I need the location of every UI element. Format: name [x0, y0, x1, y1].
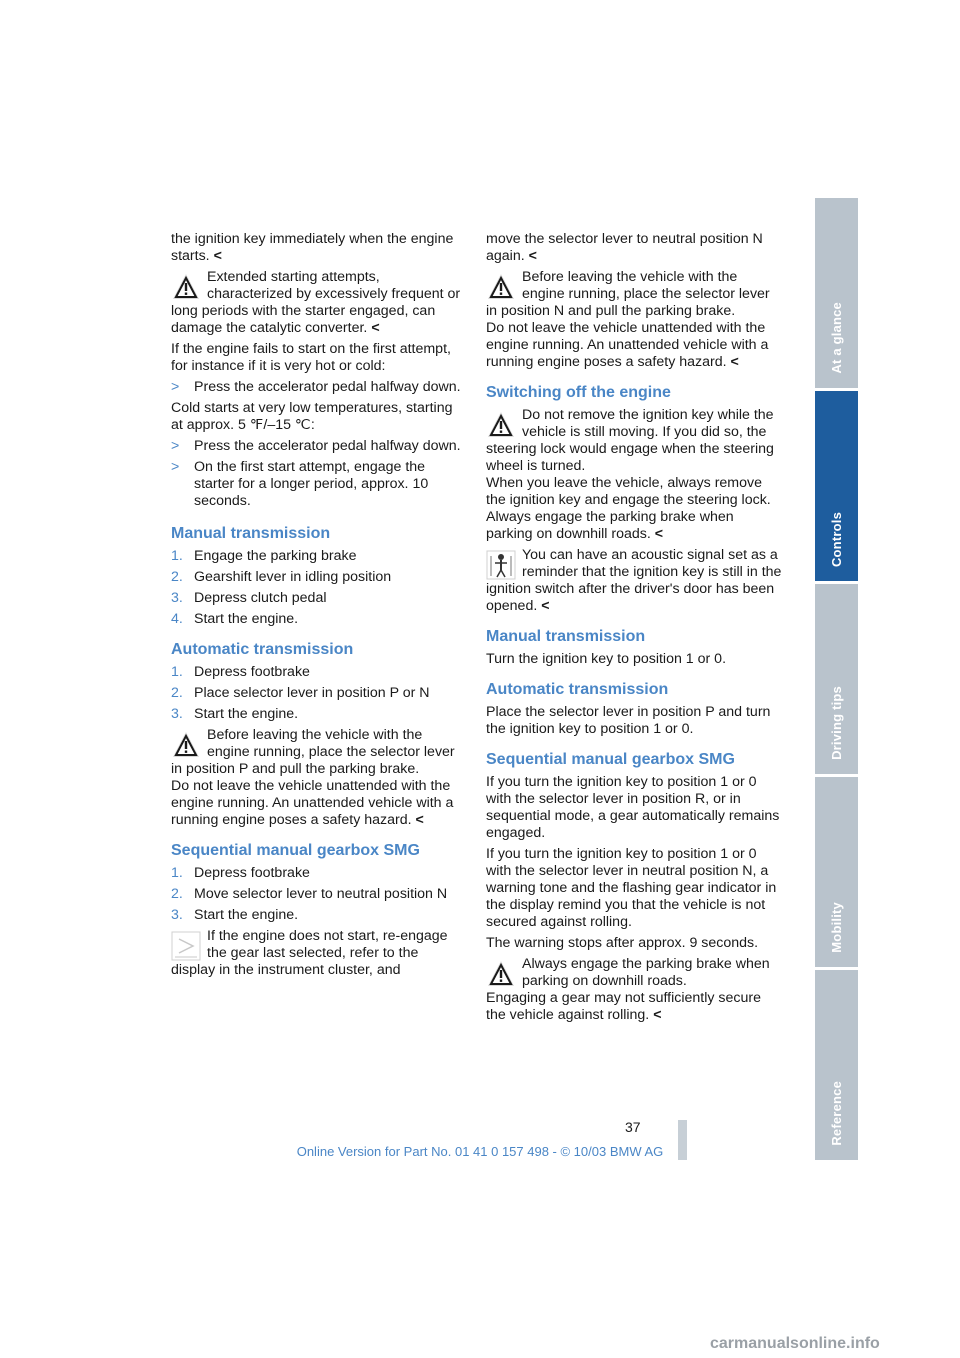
end-marker: <: [213, 248, 222, 264]
tab-reference[interactable]: Reference: [815, 970, 858, 1160]
tab-driving-tips[interactable]: Driving tips: [815, 584, 858, 774]
paragraph: If the engine fails to start on the first attempt, for instance if it is very hot or cold:: [171, 341, 451, 374]
numbered-step: 3. Start the engine.: [171, 907, 299, 923]
page-number: 37: [625, 1119, 641, 1135]
numbered-step: 2. Gearshift lever in idling position: [171, 569, 392, 585]
watermark: carmanualsonline.info: [710, 1335, 880, 1352]
list-item: > Press the accelerator pedal halfway down.: [171, 379, 461, 395]
warning-note: Always engage the parking brake when parking on downhill roads. Engaging a gear may not sufficiently secure the vehicle against rolling. <: [486, 956, 770, 1023]
paragraph: Place the selector lever in position P and turn the ignition key to position 1 or 0.: [486, 704, 771, 737]
section-heading: Sequential manual gearbox SMG: [171, 842, 420, 859]
left-column: [171, 231, 466, 983]
warning-triangle-icon: [486, 272, 516, 302]
section-heading: Automatic transmission: [171, 641, 354, 658]
warning-triangle-icon: [171, 272, 201, 302]
warning-note: Extended starting attempts, characterized by excessively frequent or long periods with the starter engaged, can damage the catalytic converter. <: [171, 269, 461, 336]
numbered-step: 4. Start the engine.: [171, 611, 299, 627]
tab-controls[interactable]: Controls: [815, 391, 858, 581]
section-heading: Manual transmission: [171, 525, 331, 542]
footer-online-version: Online Version for Part No. 01 41 0 157 498 - © 10/03 BMW AG: [296, 1144, 664, 1159]
section-heading: Automatic transmission: [486, 681, 669, 698]
warning-note: Do not remove the ignition key while the vehicle is still moving. If you did so, the steering lock would engage when the steering wheel is turned. When you leave the vehicle, always remove the ignition key and engage the steering lock. Always engage the parking brake when parking on downhill roads. <: [486, 407, 774, 542]
tab-mobility[interactable]: Mobility: [815, 777, 858, 967]
numbered-step: 2. Place selector lever in position P or N: [171, 685, 430, 701]
paragraph: move the selector lever to neutral position N again. <: [486, 231, 763, 264]
section-heading: Sequential manual gearbox SMG: [486, 751, 735, 768]
numbered-step: 1. Depress footbrake: [171, 664, 310, 680]
warning-triangle-icon: [486, 959, 516, 989]
warning-triangle-icon: [486, 410, 516, 440]
numbered-step: 2. Move selector lever to neutral position N: [171, 886, 448, 902]
paragraph: Turn the ignition key to position 1 or 0.: [486, 651, 727, 667]
paragraph: Cold starts at very low temperatures, starting at approx. 5 ℉/–15 ℃:: [171, 400, 453, 433]
paragraph: the ignition key immediately when the engine starts. <: [171, 231, 454, 264]
section-heading: Switching off the engine: [486, 384, 671, 401]
right-column: [486, 231, 782, 1028]
section-heading: Manual transmission: [486, 628, 646, 645]
warning-triangle-icon: [171, 730, 201, 760]
paragraph: If you turn the ignition key to position 1 or 0 with the selector lever in neutral position N, a warning tone and the flashing gear indicator in the display remind you that the vehicle is not secured against rolling.: [486, 846, 777, 930]
numbered-step: 1. Engage the parking brake: [171, 548, 357, 564]
note-arrow-icon: [171, 931, 201, 961]
list-item: > Press the accelerator pedal halfway down.: [171, 438, 461, 454]
tab-at-a-glance[interactable]: At a glance: [815, 198, 858, 388]
list-item: > On the first start attempt, engage the starter for a longer period, approx. 10 seconds.: [171, 459, 429, 509]
paragraph: The warning stops after approx. 9 seconds.: [486, 935, 759, 951]
warning-note: Before leaving the vehicle with the engine running, place the selector lever in position N and pull the parking brake. Do not leave the vehicle unattended with the engine running. An unattended vehicle with a running engine poses a safety hazard. <: [486, 269, 770, 370]
numbered-step: 3. Start the engine.: [171, 706, 299, 722]
numbered-step: 3. Depress clutch pedal: [171, 590, 327, 606]
info-note: You can have an acoustic signal set as a reminder that the ignition key is still in the ignition switch after the driver's door has been opened. <: [486, 547, 782, 614]
section-tabs: [815, 198, 858, 1161]
info-note: If the engine does not start, re-engage the gear last selected, refer to the display in the instrument cluster, and: [171, 928, 448, 978]
paragraph: If you turn the ignition key to position 1 or 0 with the selector lever in position R, or in sequential mode, a gear automatically remains engaged.: [486, 774, 780, 841]
warning-note: Before leaving the vehicle with the engine running, place the selector lever in position P and pull the parking brake. Do not leave the vehicle unattended with the engine running. An unattended vehicle with a running engine poses a safety hazard. <: [171, 727, 455, 828]
numbered-step: 1. Depress footbrake: [171, 865, 310, 881]
person-settings-icon: [486, 550, 516, 580]
